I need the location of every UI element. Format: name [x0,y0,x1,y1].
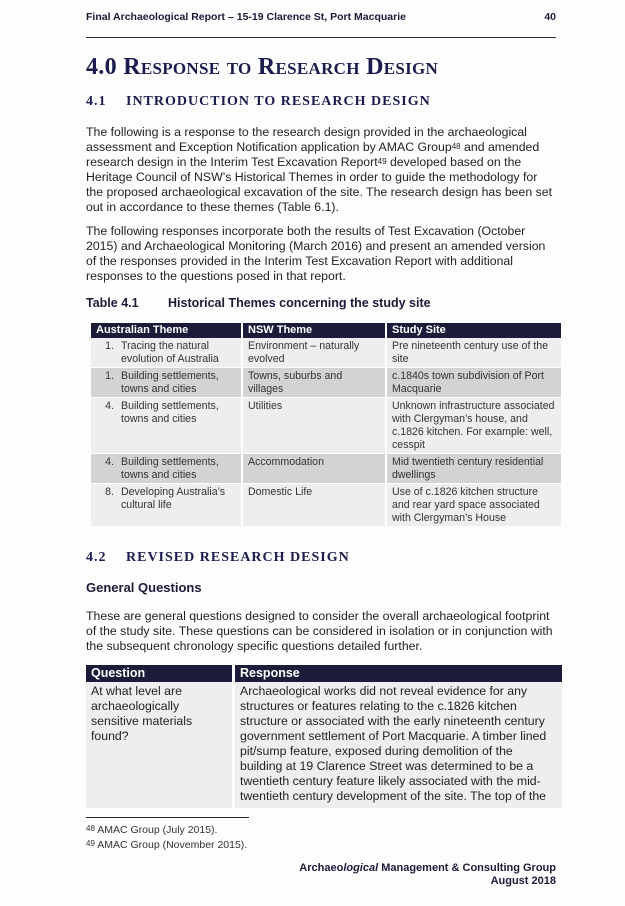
footnote-text: AMAC Group (November 2015). [97,839,248,851]
page-footer [299,862,556,888]
study-site-cell: c.1840s town subdivision of Port Macquarie [386,368,561,398]
footnote [86,824,217,836]
table-row [91,338,561,368]
nsw-theme-cell: Utilities [242,398,386,454]
intro-paragraph-2: The following responses incorporate both the results of Test Excavation (October 2015) and Archaeological Monitoring (March 2016) and present an amended version of the responses provided in the Interim Test Excavation Report with additional responses to the questions posed in that report. [86,224,546,283]
study-site-cell: Mid twentieth century residential dwellings [386,454,561,484]
table-header-row [86,665,562,682]
theme-text: Tracing the natural evolution of Australia [121,340,219,365]
para-text: The following is a response to the research design provided in the archaeological assessment and Exception Notification application by AMAC Group [86,125,527,154]
theme-number: 1. [105,340,114,352]
footer-org-part: Archaeo [299,862,344,874]
table-caption-title: Historical Themes concerning the study site [168,296,431,310]
footnote-number: 49 [86,839,95,848]
australian-theme-cell [91,338,242,368]
table-row [86,682,562,808]
column-header: Response [234,665,563,682]
para-text: developed based on the Heritage Council of NSW’s Historical Themes in order to guide the methodology for the proposed archaeological excavation of the site. The research design has been set out in accordance to these themes (Table 6.1). [86,155,552,214]
study-site-cell: Use of c.1826 kitchen structure and rear yard space associated with Clergyman’s House [386,484,561,527]
header-rule [86,37,556,38]
nsw-theme-cell: Towns, suburbs and villages [242,368,386,398]
intro-paragraph-1 [86,125,556,215]
column-header: Question [86,665,234,682]
table-caption-label: Table 4.1 [86,296,139,310]
australian-theme-cell [91,454,242,484]
table-header-row [91,323,561,338]
footnote-rule [86,817,249,818]
question-response-table [86,665,562,808]
footnote-ref-48[interactable]: 48 [451,142,461,151]
footer-date: August 2018 [490,875,556,887]
nsw-theme-cell: Accommodation [242,454,386,484]
theme-number: 4. [105,400,114,412]
theme-number: 8. [105,486,114,498]
subsection-title: INTRODUCTION TO RESEARCH DESIGN [126,94,431,109]
page-number: 40 [544,11,556,23]
footnote-number: 48 [86,824,95,833]
para-text: and amended research design in the Interim Test Excavation Report [86,140,540,169]
table-row [91,484,561,527]
subsection-heading-4-2 [86,550,350,566]
australian-theme-cell [91,484,242,527]
footer-org-italic: logical [343,862,379,874]
footer-organisation [299,862,556,875]
theme-text: Developing Australia’s cultural life [121,486,226,511]
column-header: Study Site [386,323,561,338]
general-questions-paragraph: These are general questions designed to consider the overall archaeological footprint of the study site. These questions can be considered in isolation or in conjunction with the subsequent chronology specific questions detailed further. [86,609,553,653]
column-header: NSW Theme [242,323,386,338]
footnote-text: AMAC Group (July 2015). [97,824,218,836]
theme-text: Building settlements, towns and cities [121,456,219,481]
study-site-cell: Unknown infrastructure associated with Clergyman’s house, and c.1826 kitchen. For example: well, cesspit [386,398,561,454]
column-header: Australian Theme [91,323,242,338]
footnote [86,839,247,851]
theme-number: 1. [105,370,114,382]
footnote-ref-49[interactable]: 49 [377,157,387,166]
question-cell: At what level are archaeologically sensitive materials found? [86,682,234,808]
study-site-cell: Pre nineteenth century use of the site [386,338,561,368]
table-row [91,454,561,484]
subsection-heading-4-1 [86,94,431,110]
table-caption [86,296,431,310]
australian-theme-cell [91,368,242,398]
theme-text: Building settlements, towns and cities [121,400,219,425]
table-row [91,368,561,398]
australian-theme-cell [91,398,242,454]
subsection-number: 4.1 [86,94,107,109]
response-cell: Archaeological works did not reveal evidence for any structures or features relating to the c.1826 kitchen structure or associated with the early nineteenth century government settlement of Port Macquarie. A timber lined pit/sump feature, exposed during demolition of the building at 19 Clarence Street was determined to be a twentieth century feature likely associated with the mid-twentieth century development of the site. The top of the [234,682,563,808]
historical-themes-table [91,323,561,527]
nsw-theme-cell: Environment – naturally evolved [242,338,386,368]
theme-text: Building settlements, towns and cities [121,370,219,395]
running-header [86,11,556,23]
table-row [91,398,561,454]
subsection-title: REVISED RESEARCH DESIGN [126,550,350,565]
theme-number: 4. [105,456,114,468]
footer-org-part: Management & Consulting Group [378,862,556,874]
nsw-theme-cell: Domestic Life [242,484,386,527]
header-title: Final Archaeological Report – 15-19 Clarence St, Port Macquarie [86,11,406,23]
general-questions-heading: General Questions [86,580,202,595]
subsection-number: 4.2 [86,550,107,565]
section-heading: 4.0 Response to Research Design [86,54,439,80]
